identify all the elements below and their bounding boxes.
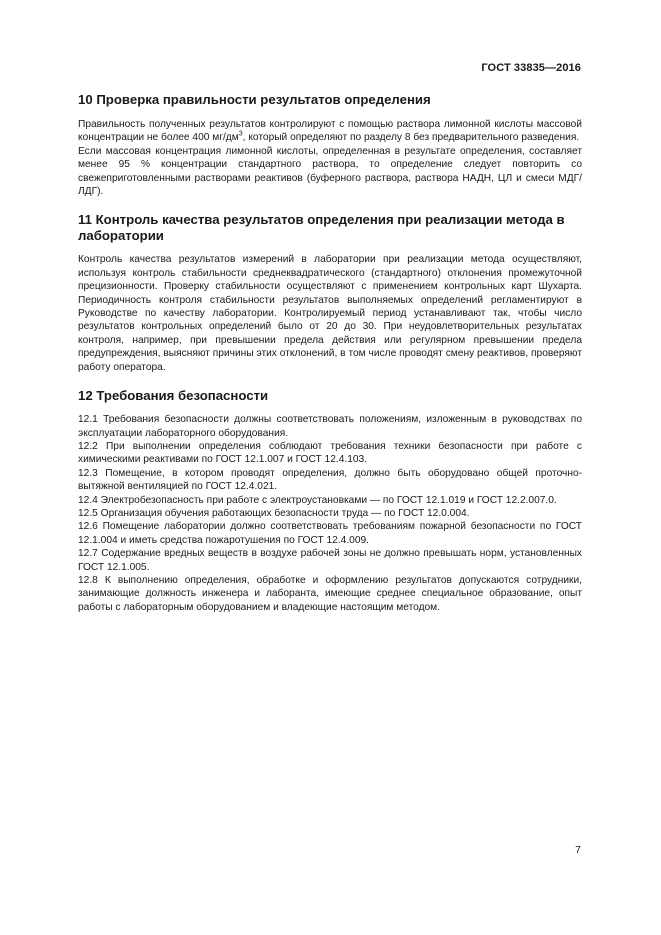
clause-12-6-text: 12.6 Помещение лаборатории должно соответствовать требованиям пожарной безопасности по ГОСТ 12.1.004 и иметь средства пожаротушения по ГОСТ 12.4.009. (78, 521, 582, 546)
section-10-p1-superscript: 3 (238, 131, 243, 139)
section-10-paragraph-2 (78, 145, 582, 199)
clause-12-7 (78, 547, 582, 574)
section-10-title: 10 Проверка правильности результатов определения (78, 92, 431, 107)
clause-12-1-text: 12.1 Требования безопасности должны соответствовать положениям, изложенным в руководствах по эксплуатации лабораторного оборудования. (78, 414, 582, 439)
section-12-title: 12 Требования безопасности (78, 388, 269, 404)
clause-12-4 (78, 494, 582, 507)
clause-12-2-text: 12.2 При выполнении определения соблюдают требования техники безопасности при работе с химическими реактивами по ГОСТ 12.1.007 и ГОСТ 12.4.103. (78, 440, 582, 466)
section-10-p1-text: Правильность полученных результатов контролируют с помощью раствора лимонной кислоты массовой концентрации не более 400 мг/дм (78, 119, 582, 144)
clause-12-8-text: 12.8 К выполнению определения, обработке и оформлению результатов допускаются сотрудники, занимающие должность инженера и лаборанта, имеющие среднее специальное образование, опыт работы с лабораторным оборудованием и владеющие настоящим методом. (78, 574, 582, 613)
section-10-p1-text-end: , который определяют по разделу 8 без предварительного разведения. (242, 132, 580, 144)
clause-12-3-text: 12.3 Помещение, в котором проводят определения, должно быть оборудовано общей проточно-вытяжной вентиляцией по ГОСТ 12.4.021. (78, 467, 582, 493)
clause-12-3 (78, 467, 582, 494)
page-content (78, 92, 582, 614)
clause-12-1 (78, 413, 582, 440)
page-number: 7 (575, 844, 581, 856)
section-10-p2-text: Если массовая концентрация лимонной кислоты, определенная в результате определения, составляет менее 95 % концентрации стандартного раствора, то определение следует повторить со свежеприготовленными растворами реактивов (буферного раствора, раствора НАДН, ЦЛ и смеси МДГ/ЛДГ). (78, 145, 582, 198)
clause-12-2 (78, 440, 582, 467)
clause-12-5 (78, 507, 582, 520)
section-10-paragraph-1 (78, 118, 582, 145)
section-11-paragraph-1 (78, 253, 582, 374)
clause-12-4-text: 12.4 Электробезопасность при работе с электроустановками — по ГОСТ 12.1.019 и ГОСТ 12.2.007.0. (78, 494, 557, 506)
clause-12-5-text: 12.5 Организация обучения работающих безопасности труда — по ГОСТ 12.0.004. (78, 507, 470, 519)
document-code-header: ГОСТ 33835—2016 (481, 62, 581, 74)
clause-12-6 (78, 520, 582, 547)
section-11-p1-text: Контроль качества результатов измерений в лаборатории при реализации метода осуществляют, используя контроль стабильности среднеквадратического (стандартного) отклонения промежуточной прецизионности. Проверку стабильности осуществляют с применением контрольных карт Шухарта. Периодичность контроля стабильности результатов выполняемых определений регламентируют в Руководстве по качеству лаборатории. Контролируемый период устанавливают так, чтобы число результатов контрольных определений было от 20 до 30. При неудовлетворительных результатах контроля, например, при превышении предела действия или регулярном превышении предела предупреждения, выясняют причины этих отклонений, в том числе проводят смену реактивов, проверяют работу оператора. (78, 254, 582, 373)
clause-12-8 (78, 574, 582, 614)
clause-12-7-text: 12.7 Содержание вредных веществ в воздухе рабочей зоны не должно превышать норм, установленных ГОСТ 12.1.005. (78, 548, 582, 573)
section-11-title: 11 Контроль качества результатов определения при реализации метода в лаборатории (78, 212, 565, 244)
